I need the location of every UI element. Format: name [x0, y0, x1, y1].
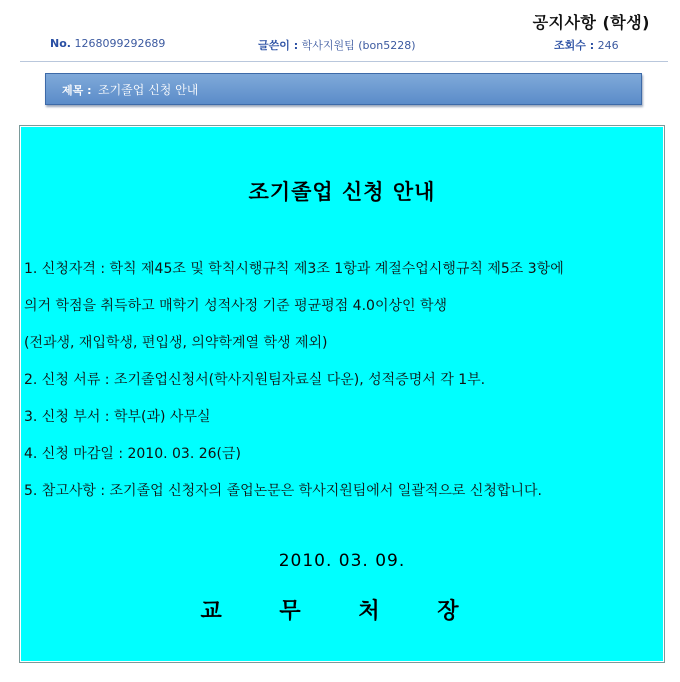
- header-divider: [20, 61, 668, 62]
- post-number-label: No.: [50, 37, 71, 50]
- post-author: [258, 37, 416, 53]
- notice-item-eligibility-exclusion: (전과생, 재입학생, 편입생, 의약학계열 학생 제외): [24, 335, 328, 351]
- page-title: 공지사항 (학생): [532, 13, 650, 32]
- notice-item-deadline: 4. 신청 마감일 : 2010. 03. 26(금): [24, 446, 242, 462]
- subject-label: 제목 :: [62, 84, 92, 97]
- notice-items: [24, 258, 564, 517]
- subject-bar: [45, 73, 642, 105]
- notice-item-eligibility: 1. 신청자격 : 학칙 제45조 및 학칙시행규칙 제3조 1항과 계절수업시행규칙 제5조 3항에: [24, 261, 564, 277]
- notice-heading: 조기졸업 신청 안내: [248, 180, 436, 204]
- post-author-label: 글쓴이 :: [258, 39, 299, 52]
- notice-item-department: 3. 신청 부서 : 학부(과) 사무실: [24, 409, 211, 425]
- notice-item-reference: 5. 참고사항 : 조기졸업 신청자의 졸업논문은 학사지원팀에서 일괄적으로 신청합니다.: [24, 483, 542, 499]
- subject-value: 조기졸업 신청 안내: [98, 83, 199, 97]
- notice-item-documents: 2. 신청 서류 : 조기졸업신청서(학사지원팀자료실 다운), 성적증명서 각 1부.: [24, 372, 486, 388]
- post-number: [50, 37, 165, 50]
- notice-date: 2010. 03. 09.: [278, 551, 406, 571]
- post-meta: [0, 37, 680, 53]
- notice-item-eligibility-cont: 의거 학점을 취득하고 매학기 성적사정 기준 평균평점 4.0이상인 학생: [24, 298, 448, 314]
- notice-body: [19, 125, 665, 663]
- post-views-label: 조회수 :: [554, 39, 595, 52]
- post-views: [554, 37, 619, 53]
- notice-issuer: 교 무 처 장: [200, 599, 484, 624]
- post-views-value: 246: [597, 39, 619, 52]
- post-author-value[interactable]: 학사지원팀 (bon5228): [301, 39, 416, 52]
- post-number-value: 1268099292689: [74, 37, 166, 50]
